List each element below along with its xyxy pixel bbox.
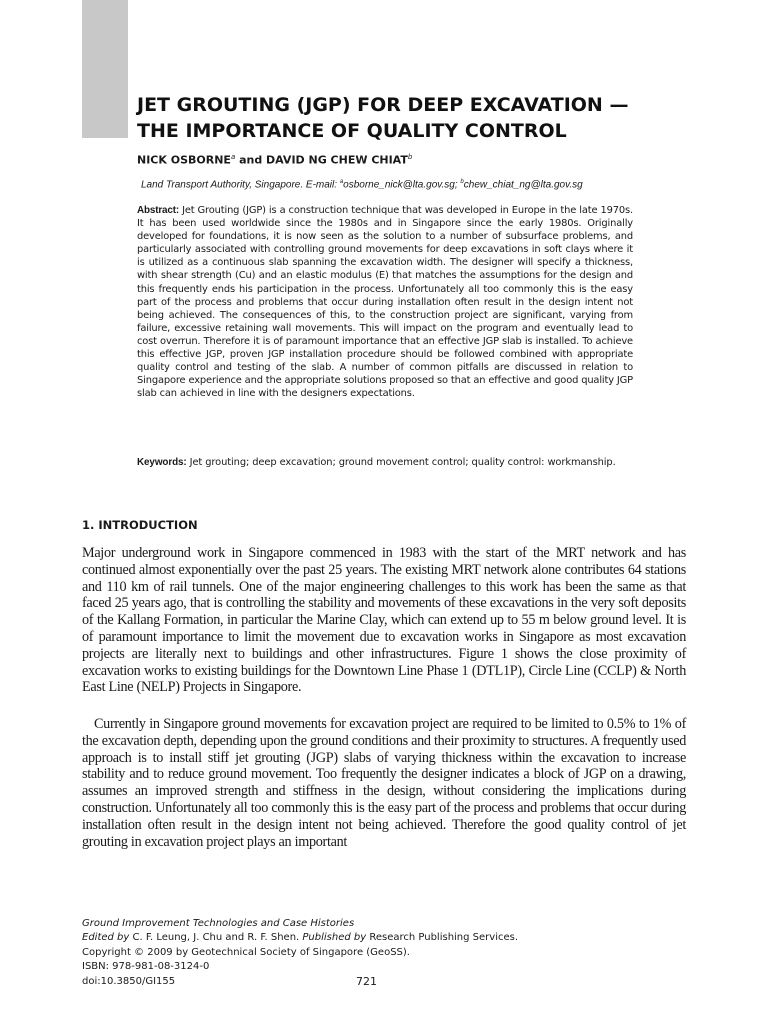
author-1: NICK OSBORNE [137,153,231,167]
footer-editors-line [82,931,686,945]
section-heading-introduction: 1. INTRODUCTION [82,518,198,532]
publication-footer [82,917,686,989]
footer-isbn: ISBN: 978-981-08-3124-0 [82,961,210,973]
email-a-mark: a [339,179,344,185]
abstract [137,204,633,400]
author-2: DAVID NG CHEW CHIAT [266,153,408,167]
keywords-text: Jet grouting; deep excavation; ground movement control; quality control: workmanship. [189,457,616,468]
title-line-1: JET GROUTING (JGP) FOR DEEP EXCAVATION — [137,94,629,116]
footer-published-label: Published by [302,932,367,944]
author-1-mark: a [230,153,236,161]
email-b-link[interactable]: chew_chiat_ng@lta.gov.sg [463,179,583,191]
page-number: 721 [356,975,377,988]
author-2-mark: b [407,153,413,161]
footer-edited-label: Edited by [82,932,130,944]
intro-paragraph-1: Major underground work in Singapore commenced in 1983 with the start of the MRT network and has continued almost exponentially over the past 25 years. The existing MRT network alone contributes 64 stations and 110 km of rail tunnels. One of the major engineering challenges to this work has been the same as that faced 25 years ago, that is controlling the stability and movements of these excavations in the very soft deposits of the Kallang Formation, in particular the Marine Clay, which can extend up to 55 m below ground level. It is of paramount importance to limit the movement due to excavation works in Singapore as most excavation projects are literally next to buildings and other infrastructures. Figure 1 shows the close proximity of excavation works to existing buildings for the Downtown Line Phase 1 (DTL1P), Circle Line (CCLP) & North East Line (NELP) Projects in Singapore. [82,545,686,696]
keywords-label: Keywords: [137,457,187,468]
affiliation [141,179,583,190]
footer-doi[interactable]: doi:10.3850/GI155 [82,975,176,987]
author-separator: and [235,153,267,167]
authors [137,153,412,167]
footer-book-title: Ground Improvement Technologies and Case Histories [82,918,355,929]
affiliation-text: Land Transport Authority, Singapore. E-mail: [141,179,340,191]
footer-copyright: Copyright © 2009 by Geotechnical Society of Singapore (GeoSS). [82,946,410,958]
email-a-link[interactable]: osborne_nick@lta.gov.sg; [343,179,458,191]
email-b-mark: b [460,179,464,185]
footer-publisher: Research Publishing Services. [366,932,519,944]
footer-editors: C. F. Leung, J. Chu and R. F. Shen. [129,932,303,944]
keywords [137,456,633,471]
abstract-text: Jet Grouting (JGP) is a construction technique that was developed in Europe in the late 1970s. It has been used worldwide since the 1980s and in Singapore since the early 1980s. Originally developed for foundations, it is now seen as the solution to a number of subsurface problems, and particularly associated with controlling ground movements for deep excavations in soft clays where it is utilized as a continuous slab spanning the excavation width. The designer will specify a thickness, with shear strength (Cu) and an elastic modulus (E) that matches the assumptions for the design and this frequently ends his participation in the process. Unfortunately all too commonly this is the easy part of the process and problems that occur during installation often result in the design intent not being achieved. The consequences of this, to the construction project are significant, varying from failure, excessive retaining wall movements. This will impact on the program and eventually lead to cost overrun. Therefore it is of paramount importance that an effective JGP slab is installed. To achieve this effective JGP, proven JGP installation procedure should be followed combined with appropriate quality control and testing of the slab. A number of common pitfalls are discussed in relation to Singapore experience and the appropriate solutions proposed so that an effective and good quality JGP slab can achieved in line with the designers expectations. [137,205,633,400]
paper-title [137,92,697,144]
abstract-label: Abstract: [137,205,179,216]
title-line-2: THE IMPORTANCE OF QUALITY CONTROL [137,120,567,142]
side-tab-marker [82,0,128,138]
intro-paragraph-2: Currently in Singapore ground movements for excavation project are required to be limited to 0.5% to 1% of the excavation depth, depending upon the ground conditions and their proximity to structures. A frequently used approach is to install stiff jet grouting (JGP) slabs of varying thickness within the excavation to increase stability and to reduce ground movement. Too frequently the designer indicates a block of JGP on a drawing, assumes an improved strength and stiffness in the design, without considering the implications during construction. Unfortunately all too commonly this is the easy part of the process and problems that occur during installation often result in the design intent not being achieved. Therefore the good quality control of jet grouting in excavation project plays an important [82,716,686,850]
